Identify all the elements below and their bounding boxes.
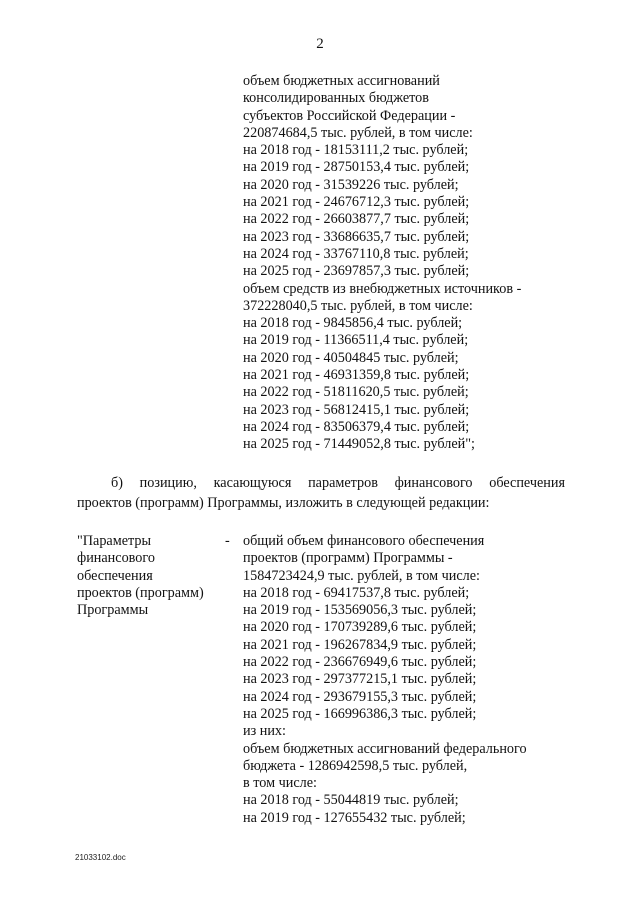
text-line: в том числе:: [243, 775, 317, 792]
bottom-funding-block: [243, 533, 527, 827]
text-line: на 2021 год - 46931359,8 тыс. рублей;: [243, 367, 470, 384]
text-line: на 2024 год - 83506379,4 тыс. рублей;: [243, 418, 470, 435]
text-line: на 2024 год - 33767110,8 тыс. рублей;: [243, 245, 469, 262]
text-line: бюджета - 1286942598,5 тыс. рублей,: [243, 757, 468, 774]
text-line: на 2019 год - 28750153,4 тыс. рублей;: [243, 159, 470, 176]
text-line: из них:: [243, 723, 286, 740]
text-line: на 2022 год - 236676949,6 тыс. рублей;: [243, 654, 477, 671]
parameters-label: [77, 533, 204, 619]
text-line: проектов (программ) Программы -: [243, 550, 453, 567]
text-line: на 2019 год - 153569056,3 тыс. рублей;: [243, 602, 477, 619]
text-line: на 2019 год - 11366511,4 тыс. рублей;: [243, 332, 469, 349]
text-line: на 2025 год - 166996386,3 тыс. рублей;: [243, 705, 477, 722]
text-line: на 2018 год - 55044819 тыс. рублей;: [243, 792, 459, 809]
text-line: на 2022 год - 26603877,7 тыс. рублей;: [243, 211, 470, 228]
text-line: на 2025 год - 71449052,8 тыс. рублей";: [243, 436, 475, 453]
text-line: 372228040,5 тыс. рублей, в том числе:: [243, 297, 473, 314]
text-line: консолидированных бюджетов: [243, 90, 429, 107]
text-line: на 2025 год - 23697857,3 тыс. рублей;: [243, 263, 470, 280]
text-line: на 2018 год - 9845856,4 тыс. рублей;: [243, 315, 463, 332]
paragraph-b-line-2: проектов (программ) Программы, изложить в следующей редакции:: [77, 495, 490, 511]
top-funding-block: [243, 73, 521, 454]
text-line: на 2018 год - 18153111,2 тыс. рублей;: [243, 142, 469, 159]
label-line: проектов (программ): [77, 584, 204, 601]
label-line: Программы: [77, 602, 149, 619]
text-line: на 2019 год - 127655432 тыс. рублей;: [243, 809, 466, 826]
text-line: объем бюджетных ассигнований: [243, 73, 440, 89]
text-line: на 2023 год - 56812415,1 тыс. рублей;: [243, 401, 470, 418]
parameters-dash: -: [225, 533, 230, 549]
text-line: на 2021 год - 196267834,9 тыс. рублей;: [243, 636, 477, 653]
text-line: на 2020 год - 31539226 тыс. рублей;: [243, 176, 459, 193]
text-line: на 2022 год - 51811620,5 тыс. рублей;: [243, 384, 469, 401]
text-line: на 2020 год - 40504845 тыс. рублей;: [243, 349, 459, 366]
text-line: на 2023 год - 297377215,1 тыс. рублей;: [243, 671, 477, 688]
text-line: на 2020 год - 170739289,6 тыс. рублей;: [243, 619, 477, 636]
paragraph-b: [77, 473, 565, 513]
text-line: субъектов Российской Федерации -: [243, 107, 456, 124]
label-line: обеспечения: [77, 567, 153, 584]
label-line: финансового: [77, 550, 155, 567]
text-line: общий объем финансового обеспечения: [243, 533, 485, 549]
text-line: объем средств из внебюджетных источников -: [243, 280, 522, 297]
paragraph-b-line-1: б) позицию, касающуюся параметров финансового обеспечения: [111, 475, 565, 491]
text-line: 1584723424,9 тыс. рублей, в том числе:: [243, 567, 480, 584]
text-line: объем бюджетных ассигнований федерального: [243, 740, 527, 757]
page-number: 2: [316, 36, 324, 52]
text-line: на 2018 год - 69417537,8 тыс. рублей;: [243, 584, 470, 601]
text-line: 220874684,5 тыс. рублей, в том числе:: [243, 124, 473, 141]
text-line: на 2021 год - 24676712,3 тыс. рублей;: [243, 194, 470, 211]
label-line: "Параметры: [77, 533, 151, 549]
text-line: на 2024 год - 293679155,3 тыс. рублей;: [243, 688, 477, 705]
text-line: на 2023 год - 33686635,7 тыс. рублей;: [243, 228, 470, 245]
footer-filename: 21033102.doc: [75, 853, 126, 862]
